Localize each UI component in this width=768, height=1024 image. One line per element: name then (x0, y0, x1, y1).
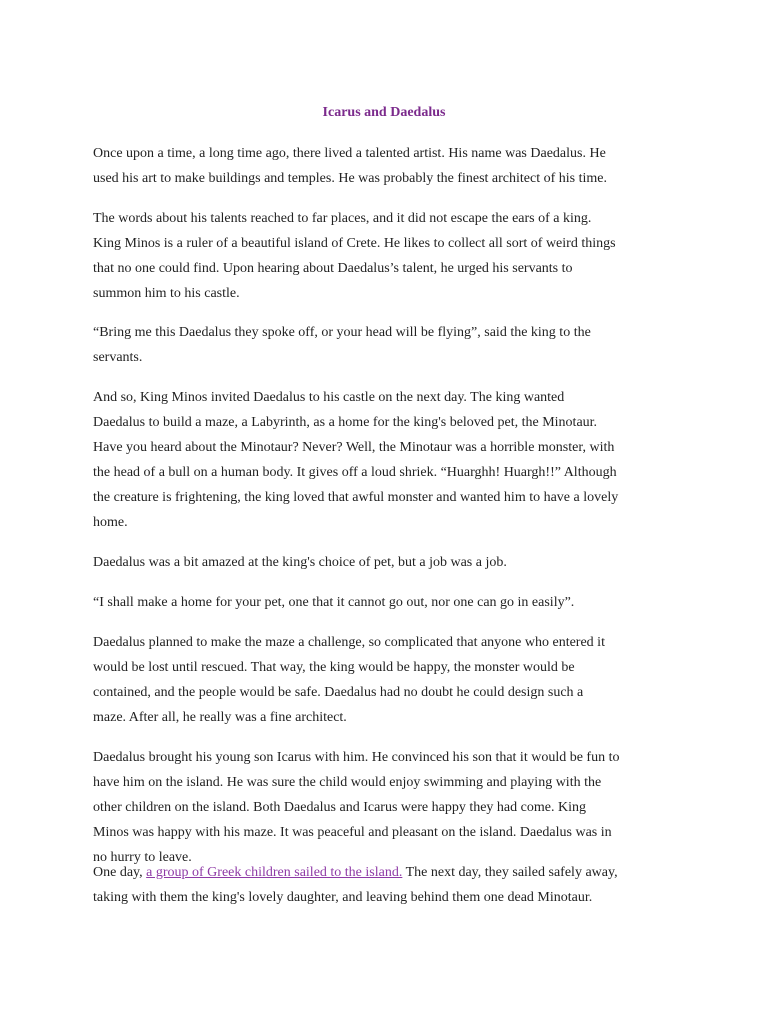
paragraph-8 (93, 745, 689, 870)
text-line: Daedalus planned to make the maze a challenge, so complicated that anyone who entered it (93, 635, 605, 650)
text-segment: The next day, they sailed safely away, (402, 865, 618, 880)
text-line: Daedalus to build a maze, a Labyrinth, as a home for the king's beloved pet, the Minotaur. (93, 415, 598, 430)
text-line: Have you heard about the Minotaur? Never? Well, the Minotaur was a horrible monster, with (93, 440, 615, 455)
text-line: taking with them the king's lovely daughter, and leaving behind them one dead Minotaur. (93, 890, 593, 905)
text-line: Minos was happy with his maze. It was peaceful and pleasant on the island. Daedalus was in (93, 825, 612, 840)
text-line: servants. (93, 350, 143, 365)
text-line: The words about his talents reached to far places, and it did not escape the ears of a king. (93, 211, 592, 226)
text-line: the head of a bull on a human body. It gives off a loud shriek. “Huarghh! Huargh!!” Although (93, 465, 617, 480)
text-line: “Bring me this Daedalus they spoke off, or your head will be flying”, said the king to the (93, 325, 591, 340)
text-line: King Minos is a ruler of a beautiful island of Crete. He likes to collect all sort of weird things (93, 236, 616, 251)
paragraph-4 (93, 385, 689, 535)
paragraph-1 (93, 141, 689, 191)
paragraph-3 (93, 320, 689, 370)
hyperlink[interactable]: a group of Greek children sailed to the island. (146, 865, 403, 880)
text-line: that no one could find. Upon hearing about Daedalus’s talent, he urged his servants to (93, 261, 573, 276)
text-line: “I shall make a home for your pet, one that it cannot go out, nor one can go in easily”. (93, 595, 575, 610)
text-line: other children on the island. Both Daedalus and Icarus were happy they had come. King (93, 800, 586, 815)
text-line: the creature is frightening, the king loved that awful monster and wanted him to have a lovely (93, 490, 619, 505)
text-line: used his art to make buildings and temples. He was probably the finest architect of his time. (93, 171, 607, 186)
paragraph-9 (93, 860, 689, 910)
text-line: contained, and the people would be safe. Daedalus had no doubt he could design such a (93, 685, 584, 700)
text-line: Daedalus brought his young son Icarus with him. He convinced his son that it would be fun to (93, 750, 620, 765)
text-line: have him on the island. He was sure the child would enjoy swimming and playing with the (93, 775, 602, 790)
text-line: Daedalus was a bit amazed at the king's choice of pet, but a job was a job. (93, 555, 507, 570)
text-line: Once upon a time, a long time ago, there lived a talented artist. His name was Daedalus. He (93, 146, 606, 161)
text-line: home. (93, 515, 128, 530)
text-line: no hurry to leave. (93, 850, 192, 865)
text-segment: One day, (93, 865, 147, 880)
text-line (93, 860, 689, 885)
paragraph-6 (93, 590, 689, 615)
document-title: Icarus and Daedalus (322, 105, 446, 120)
text-line: maze. After all, he really was a fine architect. (93, 710, 347, 725)
paragraph-5 (93, 550, 689, 575)
text-line: And so, King Minos invited Daedalus to his castle on the next day. The king wanted (93, 390, 565, 405)
text-line: would be lost until rescued. That way, the king would be happy, the monster would be (93, 660, 575, 675)
text-line: summon him to his castle. (93, 286, 240, 301)
paragraph-2 (93, 206, 689, 306)
paragraph-7 (93, 630, 689, 730)
